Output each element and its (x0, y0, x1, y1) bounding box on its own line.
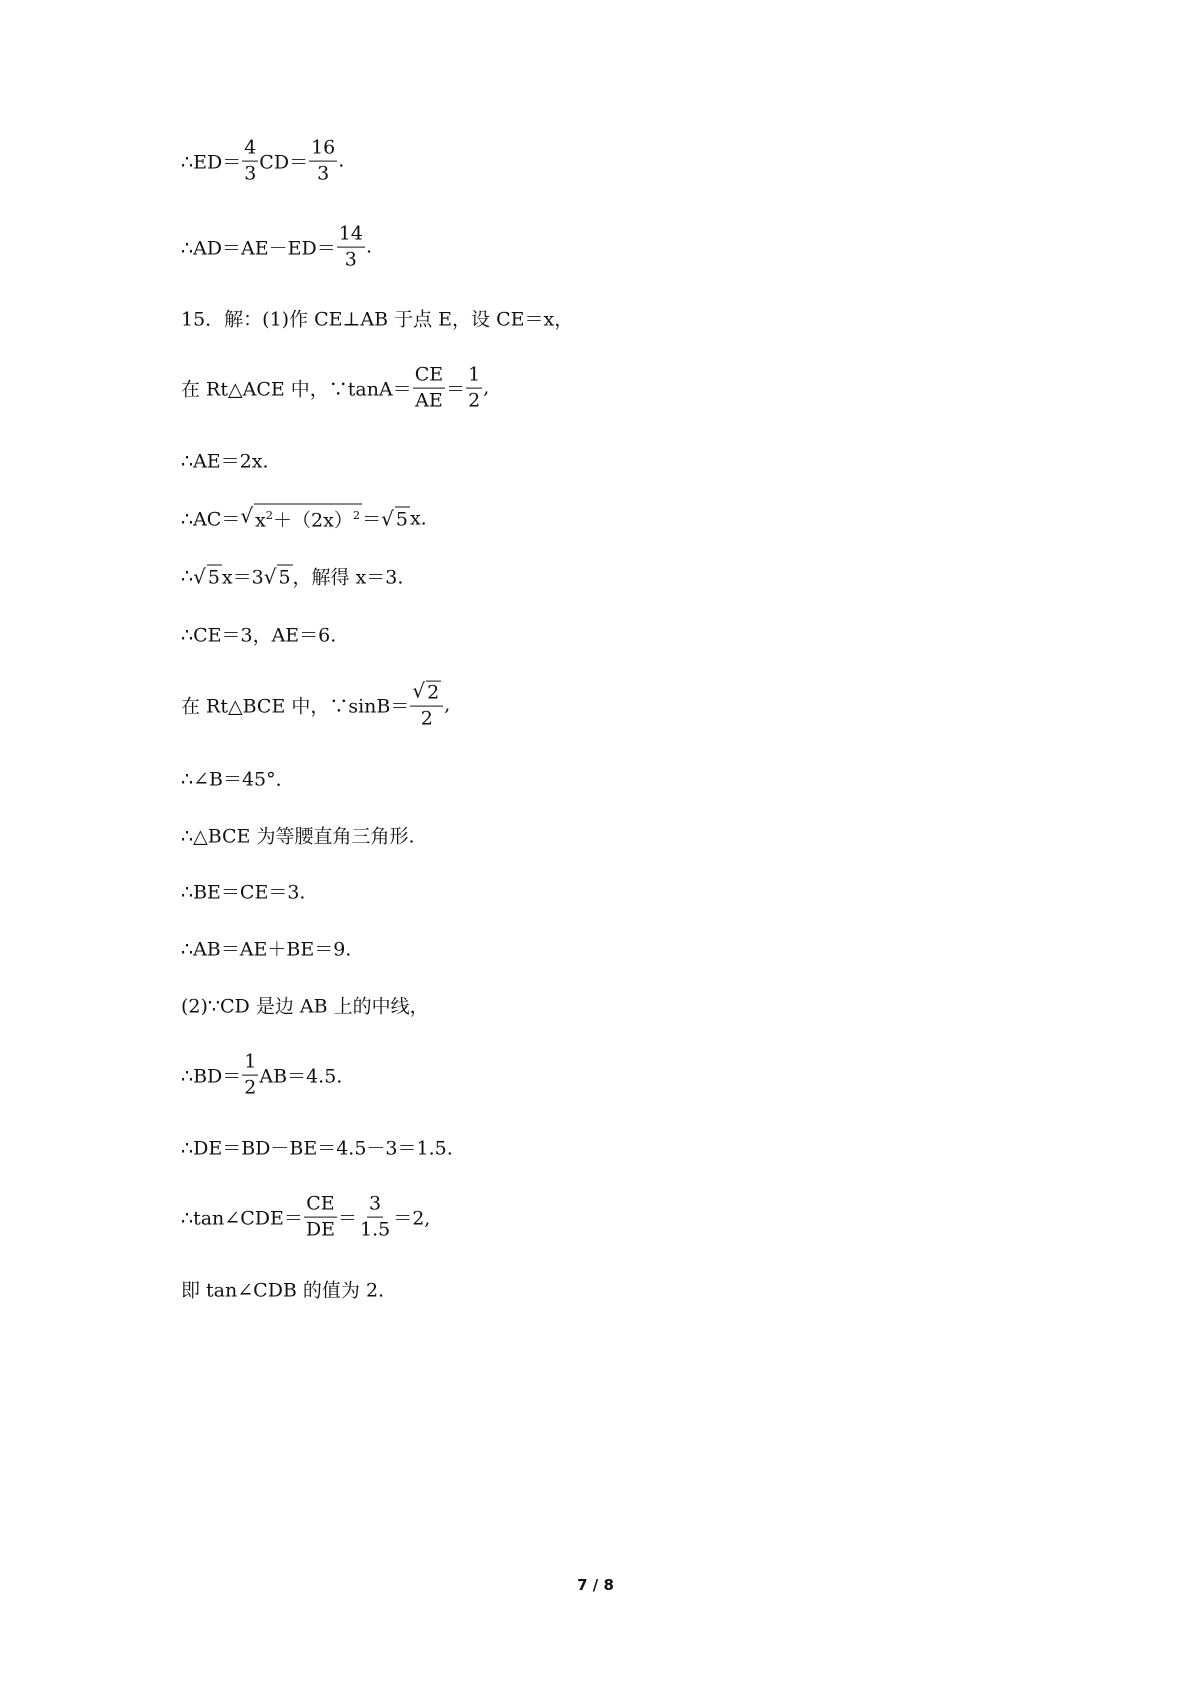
solution-line: ∴AE＝2x. (181, 450, 269, 473)
fraction: √ 2 2 (410, 681, 443, 730)
solution-line: ∴DE＝BD－BE＝4.5－3＝1.5. (181, 1137, 453, 1160)
solution-line: ∴AD＝AE－ED＝ $\frac{14}{3}$ . (181, 222, 372, 271)
fraction: $\frac{CE}{AE}$ (414, 363, 444, 412)
problem-heading: 15．解：(1)作 CE⊥AB 于点 E，设 CE＝x， (181, 308, 574, 331)
solution-line: ∴tan∠CDE＝ $\frac{CE}{DE}$ ＝ $\frac{3}{1.5}$ ＝2, (181, 1192, 431, 1241)
solution-line: ∴ED＝ $\frac{4}{3}$ CD＝ $\frac{16}{3}$ . (181, 136, 345, 185)
fraction: $\frac{1}{2}$ (468, 363, 481, 412)
fraction: $\frac{14}{3}$ (338, 222, 363, 271)
radical-sign-icon: √ (381, 506, 394, 530)
square-root: √ $x^2+(2x)^2$ (240, 503, 361, 532)
solution-line: ∴BE＝CE＝3. (181, 881, 306, 904)
radical-sign-icon: √ (412, 678, 426, 703)
fraction: $\frac{CE}{DE}$ (305, 1192, 335, 1241)
solution-line: 在 Rt△ACE 中，∵tanA＝ $\frac{CE}{AE}$ ＝ $\frac{1}{2}$ , (181, 363, 490, 412)
fraction: $\frac{1}{2}$ (244, 1050, 257, 1099)
solution-line: ∴ √ 5 x＝3 √ 5 ，解得 x＝3. (181, 564, 404, 589)
solution-line: ∴AB＝AE＋BE＝9. (181, 938, 352, 961)
square-root: √ 2 (412, 678, 440, 704)
square-root: √ 5 (263, 564, 291, 588)
fraction: $\frac{4}{3}$ (244, 136, 257, 185)
solution-line: ∴CE＝3，AE＝6. (181, 624, 337, 647)
solution-line: ∴∠B＝45°． (181, 768, 295, 791)
solution-line: 在 Rt△BCE 中，∵sinB＝ √ 2 2 , (181, 678, 451, 730)
solution-line: ∴AC＝ √ $x^2+(2x)^2$ ＝ √ 5 x. (181, 503, 427, 532)
radical-sign-icon: √ (263, 564, 277, 588)
radical-sign-icon: √ (193, 564, 206, 588)
fraction: $\frac{16}{3}$ (311, 136, 336, 185)
page-number: 7 / 8 (577, 1576, 614, 1594)
problem-subheading: (2)∵CD 是边 AB 上的中线， (181, 995, 429, 1018)
conclusion-line: 即 tan∠CDB 的值为 2. (181, 1279, 385, 1302)
square-root: √ 5 (193, 564, 220, 588)
solution-line: ∴BD＝ $\frac{1}{2}$ AB＝4.5. (181, 1050, 343, 1099)
solution-line: ∴△BCE 为等腰直角三角形. (181, 825, 415, 848)
fraction: $\frac{3}{1.5}$ (359, 1192, 391, 1241)
radical-sign-icon: √ (240, 503, 254, 528)
square-root: √ 5 (381, 506, 408, 530)
